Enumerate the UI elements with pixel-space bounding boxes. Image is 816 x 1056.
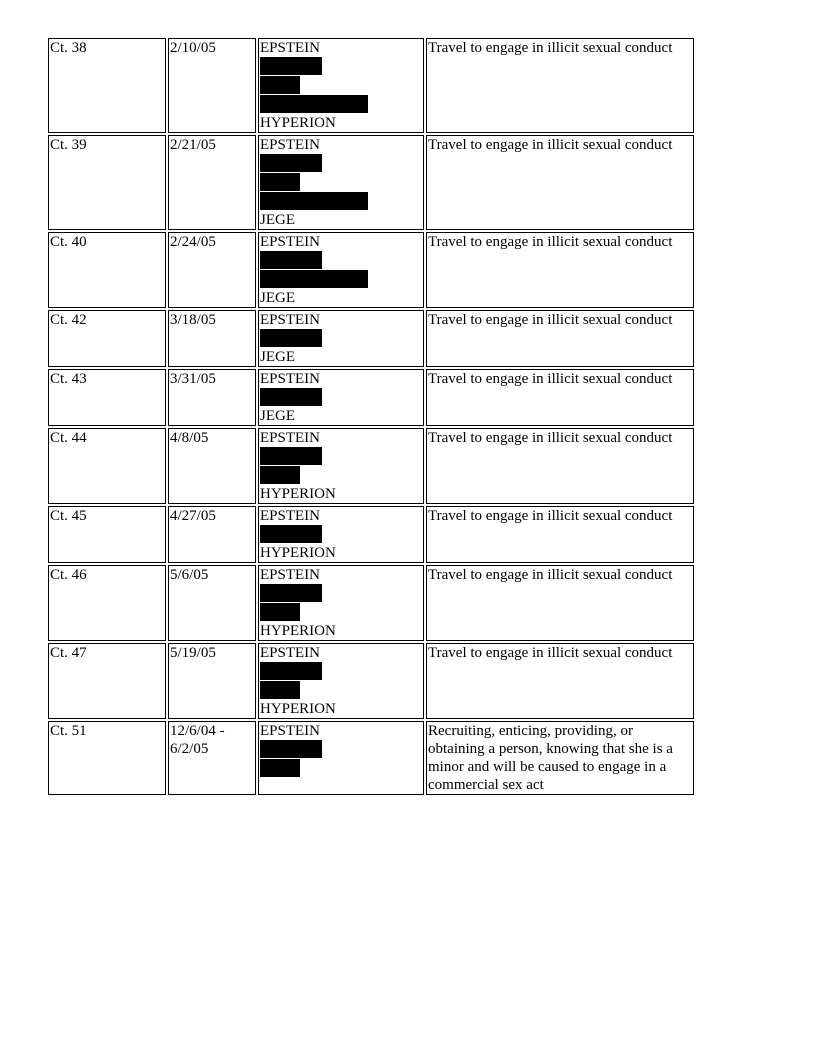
count-number: Ct. 45 [50, 508, 87, 524]
date-cell [168, 232, 256, 308]
redaction-block [260, 681, 300, 699]
offense-description: Travel to engage in illicit sexual conduct [428, 137, 673, 153]
defendant-name: EPSTEIN [260, 723, 320, 739]
aircraft-name: HYPERION [260, 701, 336, 717]
offense-description: Travel to engage in illicit sexual conduct [428, 371, 673, 387]
date-text: 5/19/05 [170, 645, 216, 661]
table-row [48, 38, 694, 133]
table-row [48, 310, 694, 367]
defendant-name: EPSTEIN [260, 430, 320, 446]
offense-description: Travel to engage in illicit sexual conduct [428, 645, 673, 661]
redaction-block [260, 57, 322, 75]
defendant-name: EPSTEIN [260, 567, 320, 583]
count-cell [48, 38, 166, 133]
count-cell [48, 565, 166, 641]
defendant-name: EPSTEIN [260, 371, 320, 387]
offense-description: Travel to engage in illicit sexual conduct [428, 567, 673, 583]
date-text: 4/27/05 [170, 508, 216, 524]
count-number: Ct. 46 [50, 567, 87, 583]
count-cell [48, 721, 166, 795]
date-text: 12/6/04 - [170, 723, 225, 739]
date-cell [168, 565, 256, 641]
parties-cell [258, 565, 424, 641]
count-number: Ct. 39 [50, 137, 87, 153]
parties-cell [258, 135, 424, 230]
date-text: 2/10/05 [170, 40, 216, 56]
redaction-block [260, 466, 300, 484]
defendant-name: EPSTEIN [260, 40, 320, 56]
count-number: Ct. 44 [50, 430, 87, 446]
redaction-block [260, 173, 300, 191]
offense-cell [426, 565, 694, 641]
table-row [48, 369, 694, 426]
date-text: 4/8/05 [170, 430, 209, 446]
offense-description: Recruiting, enticing, providing, or obtaining a person, knowing that she is a minor and will be caused to engage in a commercial sex act [428, 723, 673, 793]
defendant-name: EPSTEIN [260, 137, 320, 153]
date-cell [168, 38, 256, 133]
offense-description: Travel to engage in illicit sexual conduct [428, 508, 673, 524]
redaction-block [260, 447, 322, 465]
aircraft-name: JEGE [260, 290, 295, 306]
offense-cell [426, 369, 694, 426]
redaction-block [260, 584, 322, 602]
defendant-name: EPSTEIN [260, 234, 320, 250]
parties-cell [258, 38, 424, 133]
counts-table-body [48, 38, 694, 795]
count-cell [48, 643, 166, 719]
date-cell [168, 310, 256, 367]
table-row [48, 428, 694, 504]
count-cell [48, 310, 166, 367]
redaction-block [260, 154, 322, 172]
aircraft-name: HYPERION [260, 486, 336, 502]
redaction-block [260, 95, 368, 113]
offense-cell [426, 428, 694, 504]
redaction-block [260, 388, 322, 406]
table-row [48, 565, 694, 641]
count-number: Ct. 43 [50, 371, 87, 387]
date-text: 3/18/05 [170, 312, 216, 328]
count-number: Ct. 40 [50, 234, 87, 250]
parties-cell [258, 428, 424, 504]
table-row [48, 643, 694, 719]
defendant-name: EPSTEIN [260, 312, 320, 328]
count-cell [48, 135, 166, 230]
aircraft-name: JEGE [260, 349, 295, 365]
parties-cell [258, 369, 424, 426]
date-cell [168, 428, 256, 504]
date-cell [168, 135, 256, 230]
parties-cell [258, 506, 424, 563]
table-row [48, 232, 694, 308]
counts-table-container [46, 36, 696, 797]
offense-description: Travel to engage in illicit sexual conduct [428, 430, 673, 446]
redaction-block [260, 251, 322, 269]
redaction-block [260, 662, 322, 680]
count-cell [48, 369, 166, 426]
redaction-block [260, 76, 300, 94]
parties-cell [258, 310, 424, 367]
count-cell [48, 506, 166, 563]
offense-cell [426, 310, 694, 367]
aircraft-name: HYPERION [260, 115, 336, 131]
count-cell [48, 232, 166, 308]
date-cell [168, 506, 256, 563]
defendant-name: EPSTEIN [260, 645, 320, 661]
offense-cell [426, 643, 694, 719]
date-cell [168, 369, 256, 426]
aircraft-name: JEGE [260, 408, 295, 424]
aircraft-name: HYPERION [260, 623, 336, 639]
table-row [48, 721, 694, 795]
date-cell [168, 643, 256, 719]
table-row [48, 135, 694, 230]
date-text: 6/2/05 [170, 741, 209, 757]
offense-cell [426, 232, 694, 308]
counts-table [46, 36, 696, 797]
offense-cell [426, 506, 694, 563]
parties-cell [258, 721, 424, 795]
parties-cell [258, 643, 424, 719]
count-number: Ct. 51 [50, 723, 87, 739]
redaction-block [260, 329, 322, 347]
aircraft-name: JEGE [260, 212, 295, 228]
offense-description: Travel to engage in illicit sexual conduct [428, 40, 673, 56]
redaction-block [260, 192, 368, 210]
table-row [48, 506, 694, 563]
redaction-block [260, 270, 368, 288]
count-cell [48, 428, 166, 504]
redaction-block [260, 759, 300, 777]
redaction-block [260, 740, 322, 758]
offense-cell [426, 135, 694, 230]
defendant-name: EPSTEIN [260, 508, 320, 524]
date-cell [168, 721, 256, 795]
date-text: 3/31/05 [170, 371, 216, 387]
count-number: Ct. 42 [50, 312, 87, 328]
redaction-block [260, 603, 300, 621]
date-text: 5/6/05 [170, 567, 209, 583]
date-text: 2/21/05 [170, 137, 216, 153]
date-text: 2/24/05 [170, 234, 216, 250]
offense-description: Travel to engage in illicit sexual conduct [428, 312, 673, 328]
parties-cell [258, 232, 424, 308]
offense-cell [426, 38, 694, 133]
redaction-block [260, 525, 322, 543]
offense-cell [426, 721, 694, 795]
count-number: Ct. 47 [50, 645, 87, 661]
offense-description: Travel to engage in illicit sexual conduct [428, 234, 673, 250]
count-number: Ct. 38 [50, 40, 87, 56]
aircraft-name: HYPERION [260, 545, 336, 561]
